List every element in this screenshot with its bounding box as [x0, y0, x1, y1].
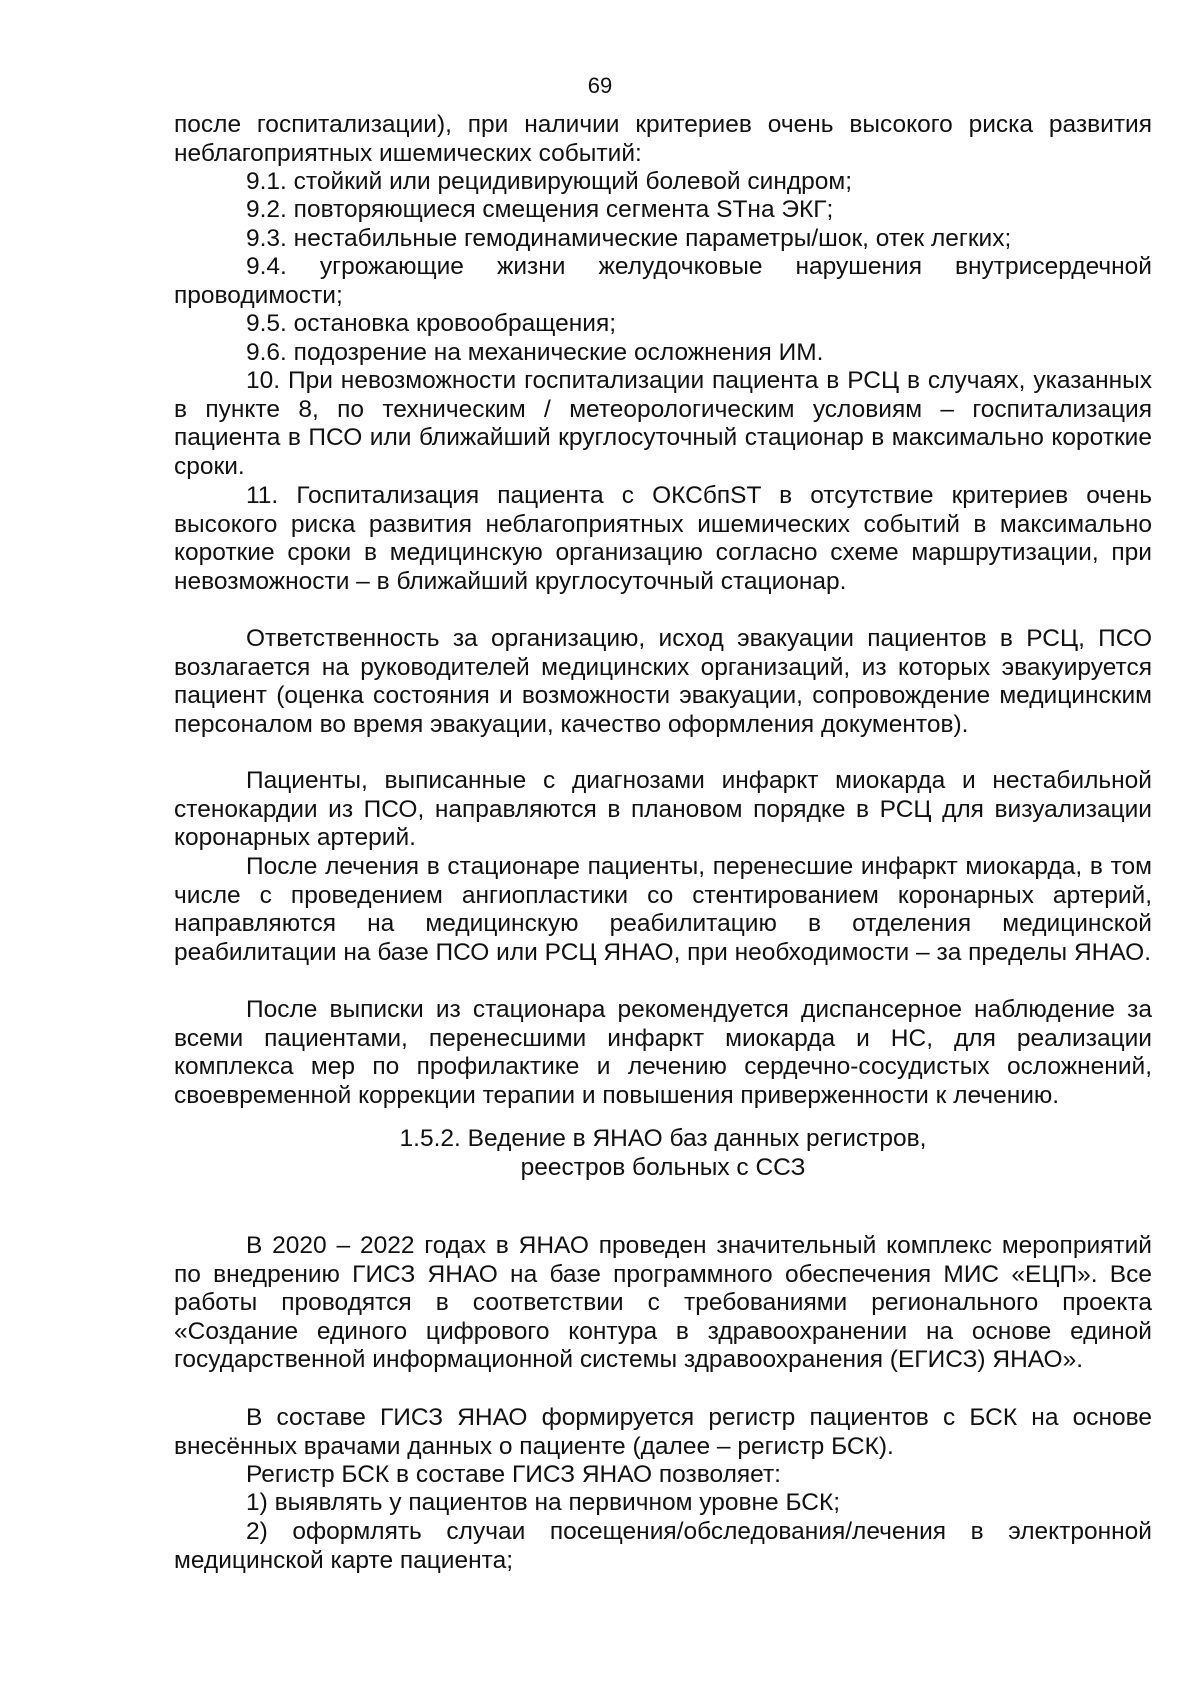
list-item-9-6: 9.6. подозрение на механические осложнения ИМ. [246, 339, 824, 366]
paragraph-register-allows: Регистр БСК в составе ГИСЗ ЯНАО позволяет: [246, 1461, 781, 1488]
list-item-9-1: 9.1. стойкий или рецидивирующий болевой синдром; [246, 168, 853, 195]
paragraph-2020-2022: В 2020 – 2022 годах в ЯНАО проведен значительный комплекс мероприятий по внедрению ГИСЗ ЯНАО на базе программного обеспечения МИС «ЕЦП». Все работы проводятся в соответствии с требованиями регионального проекта «Создание единого цифрового контура в здравоохранении на основе единой государственной информационной системы здравоохранения (ЕГИСЗ) ЯНАО». [174, 1232, 1152, 1374]
section-heading-line2: реестров больных с ССЗ [520, 1154, 806, 1181]
list-item-11: 11. Госпитализация пациента с ОКСбпST в отсутствие критериев очень высокого риска развития неблагоприятных ишемических событий в максимально короткие сроки в медицинскую организацию согласно схеме маршрутизации, при невозможности – в ближайший круглосуточный стационар. [174, 482, 1152, 595]
paragraph-continuation: после госпитализации), при наличии критериев очень высокого риска развития неблагоприятных ишемических событий: [174, 111, 1152, 167]
list-item-9-4: 9.4. угрожающие жизни желудочковые нарушения внутрисердечной проводимости; [174, 253, 1152, 309]
section-heading-line1: 1.5.2. Ведение в ЯНАО баз данных регистров, [399, 1125, 927, 1152]
list-item-2: 2) оформлять случаи посещения/обследования/лечения в электронной медицинской карте пациента; [174, 1518, 1152, 1574]
page-number: 69 [587, 73, 613, 98]
list-item-9-3: 9.3. нестабильные гемодинамические параметры/шок, отек легких; [246, 225, 1012, 252]
list-item-9-2: 9.2. повторяющиеся смещения сегмента STна ЭКГ; [246, 196, 834, 223]
list-item-9-5: 9.5. остановка кровообращения; [246, 310, 617, 337]
paragraph-register-formation: В составе ГИСЗ ЯНАО формируется регистр пациентов с БСК на основе внесённых врачами данных о пациенте (далее – регистр БСК). [174, 1404, 1152, 1460]
list-item-10: 10. При невозможности госпитализации пациента в РСЦ в случаях, указанных в пункте 8, по техническим / метеорологическим условиям – госпитализация пациента в ПСО или ближайший круглосуточный стационар в максимально короткие сроки. [174, 367, 1152, 480]
paragraph-discharged-patients: Пациенты, выписанные с диагнозами инфаркт миокарда и нестабильной стенокардии из ПСО, направляются в плановом порядке в РСЦ для визуализации коронарных артерий. [174, 767, 1152, 852]
list-item-1: 1) выявлять у пациентов на первичном уровне БСК; [246, 1489, 841, 1516]
paragraph-rehabilitation: После лечения в стационаре пациенты, перенесшие инфаркт миокарда, в том числе с проведением ангиопластики со стентированием коронарных артерий, направляются на медицинскую реабилитацию в отделения медицинской реабилитации на базе ПСО или РСЦ ЯНАО, при необходимости – за пределы ЯНАО. [174, 853, 1152, 966]
paragraph-responsibility: Ответственность за организацию, исход эвакуации пациентов в РСЦ, ПСО возлагается на руководителей медицинских организаций, из которых эвакуируется пациент (оценка состояния и возможности эвакуации, сопровождение медицинским персоналом во время эвакуации, качество оформления документов). [174, 625, 1152, 738]
paragraph-follow-up: После выписки из стационара рекомендуется диспансерное наблюдение за всеми пациентами, перенесшими инфаркт миокарда и НС, для реализации комплекса мер по профилактике и лечению сердечно-сосудистых осложнений, своевременной коррекции терапии и повышения приверженности к лечению. [174, 996, 1152, 1109]
